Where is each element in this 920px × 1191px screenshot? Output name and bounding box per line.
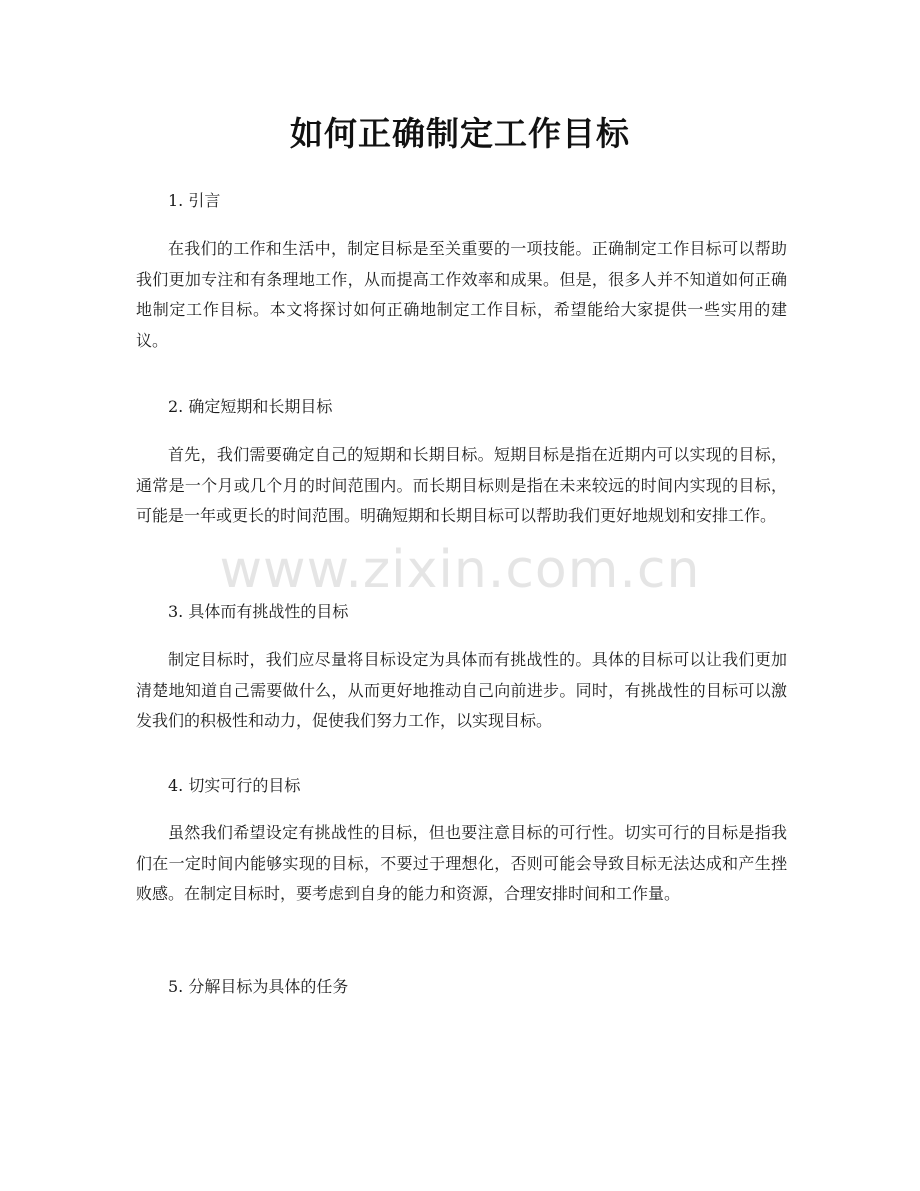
- section-heading-5: 5. 分解目标为具体的任务: [168, 977, 349, 996]
- section-heading-4: 4. 切实可行的目标: [168, 776, 301, 795]
- section-body-4: 虽然我们希望设定有挑战性的目标，但也要注意目标的可行性。切实可行的目标是指我们在一定时间内能够实现的目标，不要过于理想化，否则可能会导致目标无法达成和产生挫败感。在制定目标时，要考虑到自身的能力和资源，合理安排时间和工作量。: [136, 823, 787, 904]
- document-title: 如何正确制定工作目标: [290, 114, 630, 153]
- section-heading-1: 1. 引言: [168, 191, 221, 210]
- section-body-2: 首先，我们需要确定自己的短期和长期目标。短期目标是指在近期内可以实现的目标，通常是一个月或几个月的时间范围内。而长期目标则是指在未来较远的时间内实现的目标，可能是一年或更长的时间范围。明确短期和长期目标可以帮助我们更好地规划和安排工作。: [136, 445, 787, 526]
- section-heading-2: 2. 确定短期和长期目标: [168, 397, 333, 416]
- section-heading-3: 3. 具体而有挑战性的目标: [168, 602, 349, 621]
- section-body-1: 在我们的工作和生活中，制定目标是至关重要的一项技能。正确制定工作目标可以帮助我们更加专注和有条理地工作，从而提高工作效率和成果。但是，很多人并不知道如何正确地制定工作目标。本文将探讨如何正确地制定工作目标，希望能给大家提供一些实用的建议。: [136, 239, 787, 351]
- section-body-3: 制定目标时，我们应尽量将目标设定为具体而有挑战性的。具体的目标可以让我们更加清楚地知道自己需要做什么，从而更好地推动自己向前进步。同时，有挑战性的目标可以激发我们的积极性和动力，促使我们努力工作，以实现目标。: [136, 650, 787, 731]
- watermark: www.zixin.com.cn: [219, 540, 701, 600]
